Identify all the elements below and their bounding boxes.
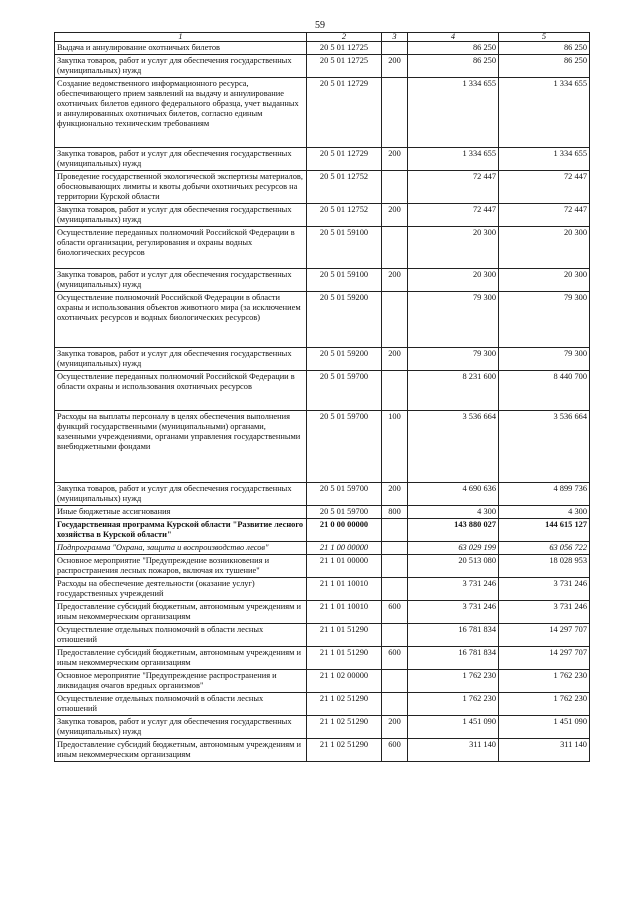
- row-name: Осуществление отдельных полномочий в области лесных отношений: [55, 624, 307, 647]
- row-name: Осуществление переданных полномочий Российской Федерации в области охраны и использования охотничьих ресурсов: [55, 371, 307, 411]
- row-code: 20 5 01 59700: [307, 371, 382, 411]
- table-row: [55, 670, 590, 693]
- row-expense-type: 200: [382, 204, 408, 227]
- row-expense-type: [382, 371, 408, 411]
- row-code: 20 5 01 59200: [307, 292, 382, 348]
- table-row: [55, 624, 590, 647]
- row-sum-year-2: 4 899 736: [499, 483, 590, 506]
- row-code: 21 1 02 51290: [307, 739, 382, 762]
- row-code: 21 1 01 51290: [307, 624, 382, 647]
- row-name: Иные бюджетные ассигнования: [55, 506, 307, 519]
- row-expense-type: [382, 42, 408, 55]
- row-sum-year-2: 8 440 700: [499, 371, 590, 411]
- row-code: 20 5 01 12725: [307, 55, 382, 78]
- table-row: [55, 647, 590, 670]
- row-sum-year-1: 16 781 834: [408, 647, 499, 670]
- row-sum-year-2: 1 762 230: [499, 670, 590, 693]
- row-expense-type: 200: [382, 348, 408, 371]
- row-code: 20 5 01 59100: [307, 269, 382, 292]
- row-name: Закупка товаров, работ и услуг для обеспечения государственных (муниципальных) нужд: [55, 348, 307, 371]
- row-name: Предоставление субсидий бюджетным, автономным учреждениям и иным некоммерческим организациям: [55, 739, 307, 762]
- row-expense-type: 200: [382, 483, 408, 506]
- row-sum-year-1: 1 762 230: [408, 693, 499, 716]
- table-row: [55, 227, 590, 269]
- row-name: Закупка товаров, работ и услуг для обеспечения государственных (муниципальных) нужд: [55, 148, 307, 171]
- table-row: [55, 78, 590, 148]
- row-name: Закупка товаров, работ и услуг для обеспечения государственных (муниципальных) нужд: [55, 483, 307, 506]
- row-sum-year-1: 4 300: [408, 506, 499, 519]
- header-row: [55, 33, 590, 42]
- row-sum-year-1: 3 731 246: [408, 578, 499, 601]
- page-number: 59: [315, 20, 325, 31]
- table-row: [55, 371, 590, 411]
- row-sum-year-1: 86 250: [408, 55, 499, 78]
- table-row: [55, 739, 590, 762]
- row-code: 20 5 01 59700: [307, 506, 382, 519]
- row-name: Основное мероприятие "Предупреждение распространения и ликвидация очагов вредных организмов": [55, 670, 307, 693]
- row-name: Расходы на обеспечение деятельности (оказание услуг) государственных учреждений: [55, 578, 307, 601]
- row-code: 21 1 02 51290: [307, 716, 382, 739]
- row-sum-year-1: 16 781 834: [408, 624, 499, 647]
- row-sum-year-2: 86 250: [499, 55, 590, 78]
- row-expense-type: 600: [382, 739, 408, 762]
- row-expense-type: 600: [382, 647, 408, 670]
- row-sum-year-1: 8 231 600: [408, 371, 499, 411]
- row-sum-year-1: 63 029 199: [408, 542, 499, 555]
- row-code: 21 1 00 00000: [307, 542, 382, 555]
- row-sum-year-2: 20 300: [499, 227, 590, 269]
- row-name: Закупка товаров, работ и услуг для обеспечения государственных (муниципальных) нужд: [55, 716, 307, 739]
- row-code: 20 5 01 59100: [307, 227, 382, 269]
- row-name: Закупка товаров, работ и услуг для обеспечения государственных (муниципальных) нужд: [55, 55, 307, 78]
- row-sum-year-2: 1 451 090: [499, 716, 590, 739]
- row-sum-year-1: 72 447: [408, 171, 499, 204]
- row-expense-type: [382, 578, 408, 601]
- row-sum-year-2: 79 300: [499, 292, 590, 348]
- row-code: 21 0 00 00000: [307, 519, 382, 542]
- row-expense-type: [382, 624, 408, 647]
- row-sum-year-1: 1 762 230: [408, 670, 499, 693]
- row-sum-year-1: 20 513 080: [408, 555, 499, 578]
- table-row: [55, 42, 590, 55]
- row-code: 20 5 01 59700: [307, 411, 382, 483]
- row-expense-type: [382, 555, 408, 578]
- table-row: [55, 716, 590, 739]
- row-expense-type: [382, 227, 408, 269]
- budget-table: [54, 32, 590, 762]
- table-row: [55, 148, 590, 171]
- table-row: [55, 269, 590, 292]
- row-name: Подпрограмма "Охрана, защита и воспроизводство лесов": [55, 542, 307, 555]
- row-name: Государственная программа Курской области "Развитие лесного хозяйства в Курской области": [55, 519, 307, 542]
- row-code: 20 5 01 59700: [307, 483, 382, 506]
- row-name: Осуществление отдельных полномочий в области лесных отношений: [55, 693, 307, 716]
- row-sum-year-1: 1 334 655: [408, 78, 499, 148]
- row-sum-year-1: 4 690 636: [408, 483, 499, 506]
- row-name: Расходы на выплаты персоналу в целях обеспечения выполнения функций государственными (муниципальными) органами, казенными учреждениями, органами управления государственными внебюджетными фондами: [55, 411, 307, 483]
- row-code: 20 5 01 12752: [307, 171, 382, 204]
- row-expense-type: [382, 693, 408, 716]
- row-expense-type: [382, 78, 408, 148]
- table-row: [55, 601, 590, 624]
- row-name: Создание ведомственного информационного ресурса, обеспечивающего прием заявлений на выдачу и аннулирование охотничьих билетов единого федерального образца, учет выданных и аннулированных охотничьих билетов, согласно единым функционально техническим требованиям: [55, 78, 307, 148]
- row-sum-year-2: 72 447: [499, 204, 590, 227]
- header-col-2: 2: [307, 33, 382, 42]
- row-sum-year-1: 86 250: [408, 42, 499, 55]
- header-col-1: 1: [55, 33, 307, 42]
- row-name: Осуществление переданных полномочий Российской Федерации в области организации, регулирования и охраны водных биологических ресурсов: [55, 227, 307, 269]
- row-sum-year-1: 20 300: [408, 227, 499, 269]
- row-sum-year-2: 1 762 230: [499, 693, 590, 716]
- row-name: Выдача и аннулирование охотничьих билетов: [55, 42, 307, 55]
- header-col-5: 5: [499, 33, 590, 42]
- row-sum-year-2: 86 250: [499, 42, 590, 55]
- row-sum-year-2: 4 300: [499, 506, 590, 519]
- row-name: Основное мероприятие "Предупреждение возникновения и распространения лесных пожаров, включая их тушение": [55, 555, 307, 578]
- row-sum-year-2: 3 731 246: [499, 601, 590, 624]
- table-row: [55, 483, 590, 506]
- row-code: 20 5 01 12752: [307, 204, 382, 227]
- table-row: [55, 693, 590, 716]
- row-sum-year-1: 72 447: [408, 204, 499, 227]
- table-row: [55, 55, 590, 78]
- row-sum-year-2: 14 297 707: [499, 647, 590, 670]
- row-code: 20 5 01 59200: [307, 348, 382, 371]
- table-row: [55, 204, 590, 227]
- row-expense-type: [382, 519, 408, 542]
- row-code: 20 5 01 12725: [307, 42, 382, 55]
- row-sum-year-1: 143 880 027: [408, 519, 499, 542]
- row-sum-year-1: 3 536 664: [408, 411, 499, 483]
- row-name: Осуществление полномочий Российской Федерации в области охраны и использования объектов животного мира (за исключением охотничьих ресурсов и водных биологических ресурсов): [55, 292, 307, 348]
- table-row: [55, 348, 590, 371]
- row-sum-year-1: 3 731 246: [408, 601, 499, 624]
- row-code: 21 1 02 51290: [307, 693, 382, 716]
- row-name: Предоставление субсидий бюджетным, автономным учреждениям и иным некоммерческим организациям: [55, 647, 307, 670]
- row-expense-type: 200: [382, 55, 408, 78]
- row-sum-year-2: 72 447: [499, 171, 590, 204]
- row-sum-year-2: 144 615 127: [499, 519, 590, 542]
- header-col-3: 3: [382, 33, 408, 42]
- table-row: [55, 519, 590, 542]
- table-row: [55, 542, 590, 555]
- table-row: [55, 292, 590, 348]
- row-sum-year-2: 79 300: [499, 348, 590, 371]
- row-name: Предоставление субсидий бюджетным, автономным учреждениям и иным некоммерческим организациям: [55, 601, 307, 624]
- table-row: [55, 555, 590, 578]
- row-sum-year-2: 311 140: [499, 739, 590, 762]
- row-name: Проведение государственной экологической экспертизы материалов, обосновывающих лимиты и квоты добычи охотничьих ресурсов на территории Курской области: [55, 171, 307, 204]
- row-expense-type: 200: [382, 269, 408, 292]
- table-row: [55, 506, 590, 519]
- row-code: 21 1 02 00000: [307, 670, 382, 693]
- row-name: Закупка товаров, работ и услуг для обеспечения государственных (муниципальных) нужд: [55, 204, 307, 227]
- row-expense-type: [382, 542, 408, 555]
- row-expense-type: 200: [382, 148, 408, 171]
- row-expense-type: 600: [382, 601, 408, 624]
- row-sum-year-2: 18 028 953: [499, 555, 590, 578]
- row-sum-year-2: 63 056 722: [499, 542, 590, 555]
- row-code: 21 1 01 51290: [307, 647, 382, 670]
- row-sum-year-2: 1 334 655: [499, 148, 590, 171]
- row-sum-year-2: 1 334 655: [499, 78, 590, 148]
- row-code: 20 5 01 12729: [307, 148, 382, 171]
- header-col-4: 4: [408, 33, 499, 42]
- row-sum-year-1: 20 300: [408, 269, 499, 292]
- table-body: [55, 42, 590, 762]
- row-expense-type: 100: [382, 411, 408, 483]
- row-sum-year-2: 20 300: [499, 269, 590, 292]
- table-row: [55, 578, 590, 601]
- row-expense-type: [382, 171, 408, 204]
- row-sum-year-1: 79 300: [408, 292, 499, 348]
- row-expense-type: [382, 292, 408, 348]
- row-sum-year-1: 1 334 655: [408, 148, 499, 171]
- row-expense-type: 200: [382, 716, 408, 739]
- row-sum-year-1: 1 451 090: [408, 716, 499, 739]
- row-sum-year-2: 3 536 664: [499, 411, 590, 483]
- row-expense-type: 800: [382, 506, 408, 519]
- row-sum-year-2: 3 731 246: [499, 578, 590, 601]
- table-row: [55, 411, 590, 483]
- row-sum-year-1: 311 140: [408, 739, 499, 762]
- row-code: 21 1 01 10010: [307, 578, 382, 601]
- row-sum-year-1: 79 300: [408, 348, 499, 371]
- row-code: 21 1 01 10010: [307, 601, 382, 624]
- row-code: 20 5 01 12729: [307, 78, 382, 148]
- row-code: 21 1 01 00000: [307, 555, 382, 578]
- row-expense-type: [382, 670, 408, 693]
- row-name: Закупка товаров, работ и услуг для обеспечения государственных (муниципальных) нужд: [55, 269, 307, 292]
- row-sum-year-2: 14 297 707: [499, 624, 590, 647]
- table-row: [55, 171, 590, 204]
